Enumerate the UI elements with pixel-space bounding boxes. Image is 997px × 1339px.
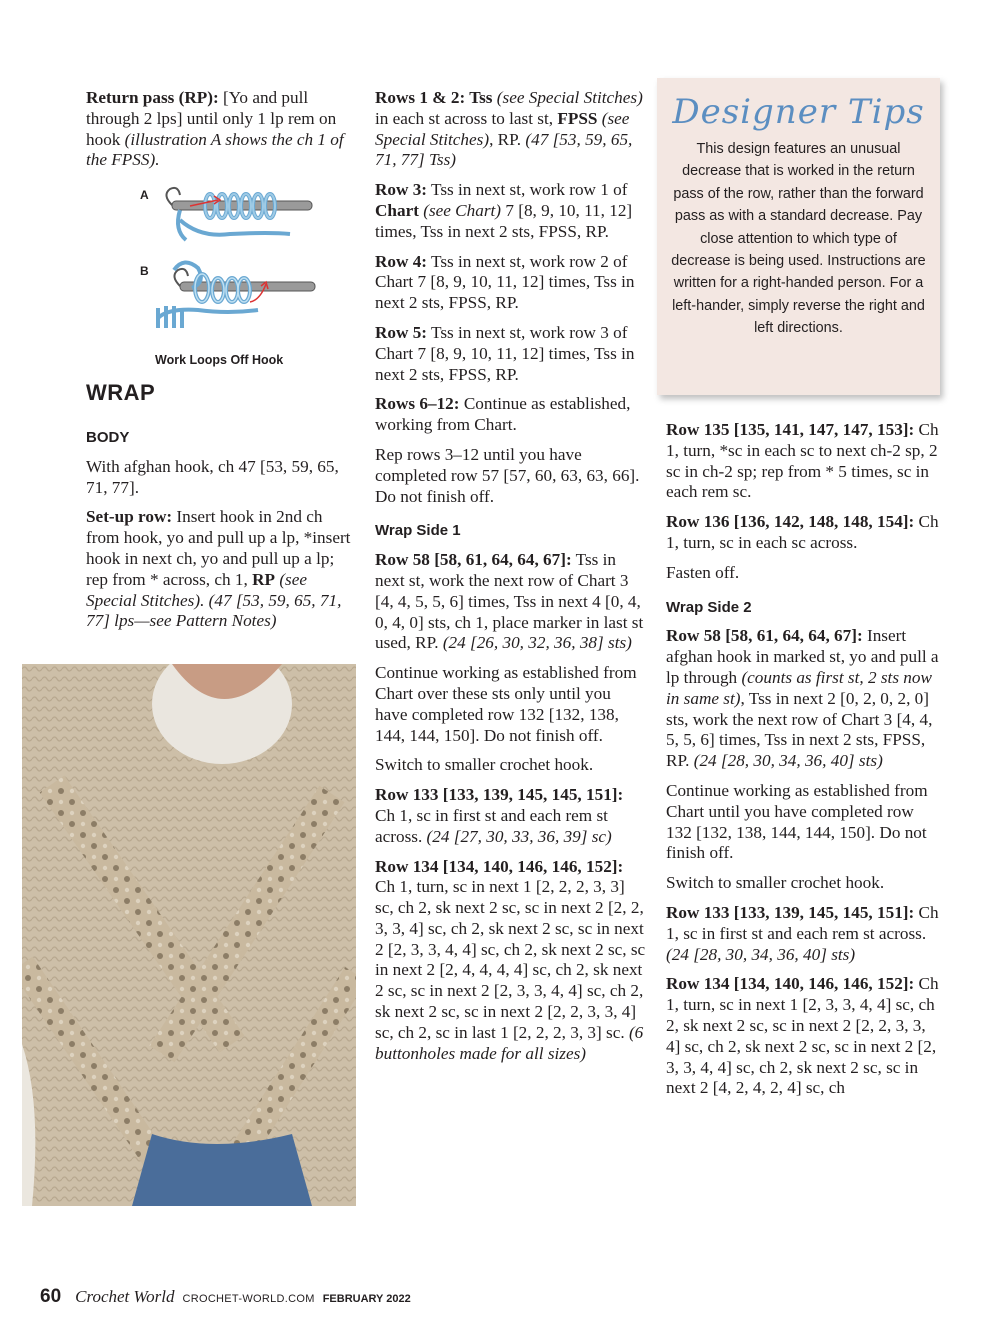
column-1-body [86, 428, 352, 641]
body-heading: BODY [86, 429, 130, 446]
repeat-paragraph: Rep rows 3–12 until you have completed row 57 [57, 60, 63, 63, 66]. Do not finish off. [375, 444, 640, 506]
row-5-paragraph: Row 5: Tss in next st, work row 3 of Chart 7 [8, 9, 10, 11, 12] times, Tss in next 2 sts, FPSS, RP. [375, 322, 635, 384]
hook-loops-b-drawing [140, 258, 320, 338]
side1-row-133-paragraph: Row 133 [133, 139, 145, 145, 151]: Ch 1, sc in first st and each rem st across. (24 [27, 30, 33, 36, 39] sc) [375, 785, 624, 846]
return-pass-paragraph: Return pass (RP): [Yo and pull through 2 lps] until only 1 lp rem on hook (illustration A shows the ch 1 of the FPSS). [86, 88, 344, 170]
knitted-wrap-image [22, 664, 356, 1206]
wrap-side-2-heading: Wrap Side 2 [666, 598, 752, 616]
rows-1-2-paragraph: Rows 1 & 2: Tss (see Special Stitches) in each st across to last st, FPSS (see Special Stitches), RP. (47 [53, 59, 65, 71, 77] Tss) [375, 88, 643, 170]
side1-continue-paragraph: Continue working as established from Chart over these sts only until you have completed row 132 [132, 138, 144, 144, 150]. Do not finish off. [375, 663, 637, 745]
hook-loops-a-drawing [140, 180, 320, 250]
page-footer [40, 1286, 411, 1308]
row-4-paragraph: Row 4: Tss in next st, work row 2 of Chart 7 [8, 9, 10, 11, 12] times, Tss in next 2 sts, FPSS, RP. [375, 251, 635, 313]
fasten-off-paragraph: Fasten off. [666, 562, 740, 582]
side2-continue-paragraph: Continue working as established from Chart until you have completed row 132 [132, 138, 144, 144, 150]. Do not finish off. [666, 780, 928, 863]
side1-row-58-paragraph: Row 58 [58, 61, 64, 64, 67]: Tss in next st, work the next row of Chart 3 [4, 4, 5, 5, 6] times, Tss in next 4 [0, 4, 0, 4, 0] sts, ch 1, place marker in last st used, RP. (24 [26, 30, 32, 36, 38] sts) [375, 550, 644, 653]
illustration-b [140, 258, 320, 338]
magazine-name: Crochet World [75, 1287, 175, 1306]
magazine-website: CROCHET-WORLD.COM [182, 1293, 315, 1305]
column-2 [375, 88, 647, 1073]
side2-row-133-paragraph: Row 133 [133, 139, 145, 145, 151]: Ch 1, sc in first st and each rem st across. (24 [28, 30, 34, 36, 40] sts) [666, 902, 939, 964]
illustration-a [140, 180, 320, 250]
illustration-caption: Work Loops Off Hook [155, 353, 284, 367]
side1-row-135-paragraph: Row 135 [135, 141, 147, 147, 153]: Ch 1, turn, *sc in each sc to next ch-2 sp, 2 sc in ch-2 sp; rep from * 5 times, sc in each rem sc. [666, 420, 939, 502]
setup-row-paragraph: Set-up row: Insert hook in 2nd ch from hook, yo and pull up a lp, *insert hook in next ch, yo and pull up a lp; rep from * across, ch 1, RP (see Special Stitches). (47 [53, 59, 65, 71, 77] lps—see Pattern Notes) [86, 507, 351, 631]
section-title-wrap: WRAP [86, 380, 156, 405]
column-3 [666, 420, 942, 1108]
side1-row-136-paragraph: Row 136 [136, 142, 148, 148, 154]: Ch 1, turn, sc in each sc across. [666, 512, 939, 552]
designer-tips-box [657, 78, 940, 395]
wrap-photo [22, 664, 356, 1206]
body-paragraph: With afghan hook, ch 47 [53, 59, 65, 71, 77]. [86, 456, 339, 497]
side2-row-134-paragraph: Row 134 [134, 140, 146, 146, 152]: Ch 1, turn, sc in next 1 [2, 3, 3, 4, 4] sc, ch 2, sk next 2 sc, sc in next 2 [2, 2, 3, 3, 4] sc, ch 2, sk next 2 sc, sc in next 2 [2, 3, 3, 4, 4] sc, ch 2, sk next 2 sc, sc in next 2 [4, 2, 4, 2, 4] sc, ch [666, 974, 939, 1098]
row-3-paragraph: Row 3: Tss in next st, work row 1 of Chart (see Chart) 7 [8, 9, 10, 11, 12] times, Tss in next 2 sts, FPSS, RP. [375, 180, 633, 241]
illustration-a-label: A [140, 188, 149, 202]
wrap-side-1-heading: Wrap Side 1 [375, 522, 461, 540]
illustration-b-label: B [140, 264, 149, 278]
issue-date: FEBRUARY 2022 [322, 1293, 411, 1305]
side1-row-134-paragraph: Row 134 [134, 140, 146, 146, 152]: Ch 1, turn, sc in next 1 [2, 2, 2, 3, 3] sc, ch 2, sk next 2 sc, sc in next 2 [2, 2, 3, 3, 4] sc, ch 2, sk next 2 sc, sc in next 2 [2, 3, 3, 4, 4] sc, ch 2, sk next 2 sc, sc in next 2 [2, 4, 4, 4, 4] sc, ch 2, sk next 2 sc, sc in next 2 [2, 3, 3, 4, 4] sc, ch 2, sk next 2 sc, sc in next 2 [2, 2, 3, 3, 4] sc, ch 2, sc in last 1 [2, 2, 2, 3, 3] sc. (6 buttonholes made for all sizes) [375, 856, 646, 1063]
return-pass-heading: Return pass (RP): [86, 88, 219, 107]
side2-row-58-paragraph: Row 58 [58, 61, 64, 64, 67]: Insert afghan hook in marked st, yo and pull a lp through (counts as first st, 2 sts now in same st), Tss in next 2 [0, 2, 0, 2, 0] sts, work the next row of Chart 3 [4, 4, 5, 5, 6] times, Tss in next 2 sts, FPSS, RP. (24 [28, 30, 34, 36, 40] sts) [666, 626, 939, 771]
designer-tips-body: This design features an unusual decrease that is worked in the return pass of the row, rather than the forward pass as with a standard decrease. Pay close attention to which type of decrease is being used. Instructions are written for a right-handed person. For a left-hander, simply reverse the right and left directions. [671, 141, 926, 337]
page-number: 60 [40, 1286, 62, 1307]
side2-switch-paragraph: Switch to smaller crochet hook. [666, 873, 885, 893]
designer-tips-title: Designer Tips [672, 92, 925, 132]
rows-6-12-paragraph: Rows 6–12: Continue as established, working from Chart. [375, 394, 631, 435]
side1-switch-paragraph: Switch to smaller crochet hook. [375, 755, 594, 775]
column-1 [86, 88, 352, 180]
